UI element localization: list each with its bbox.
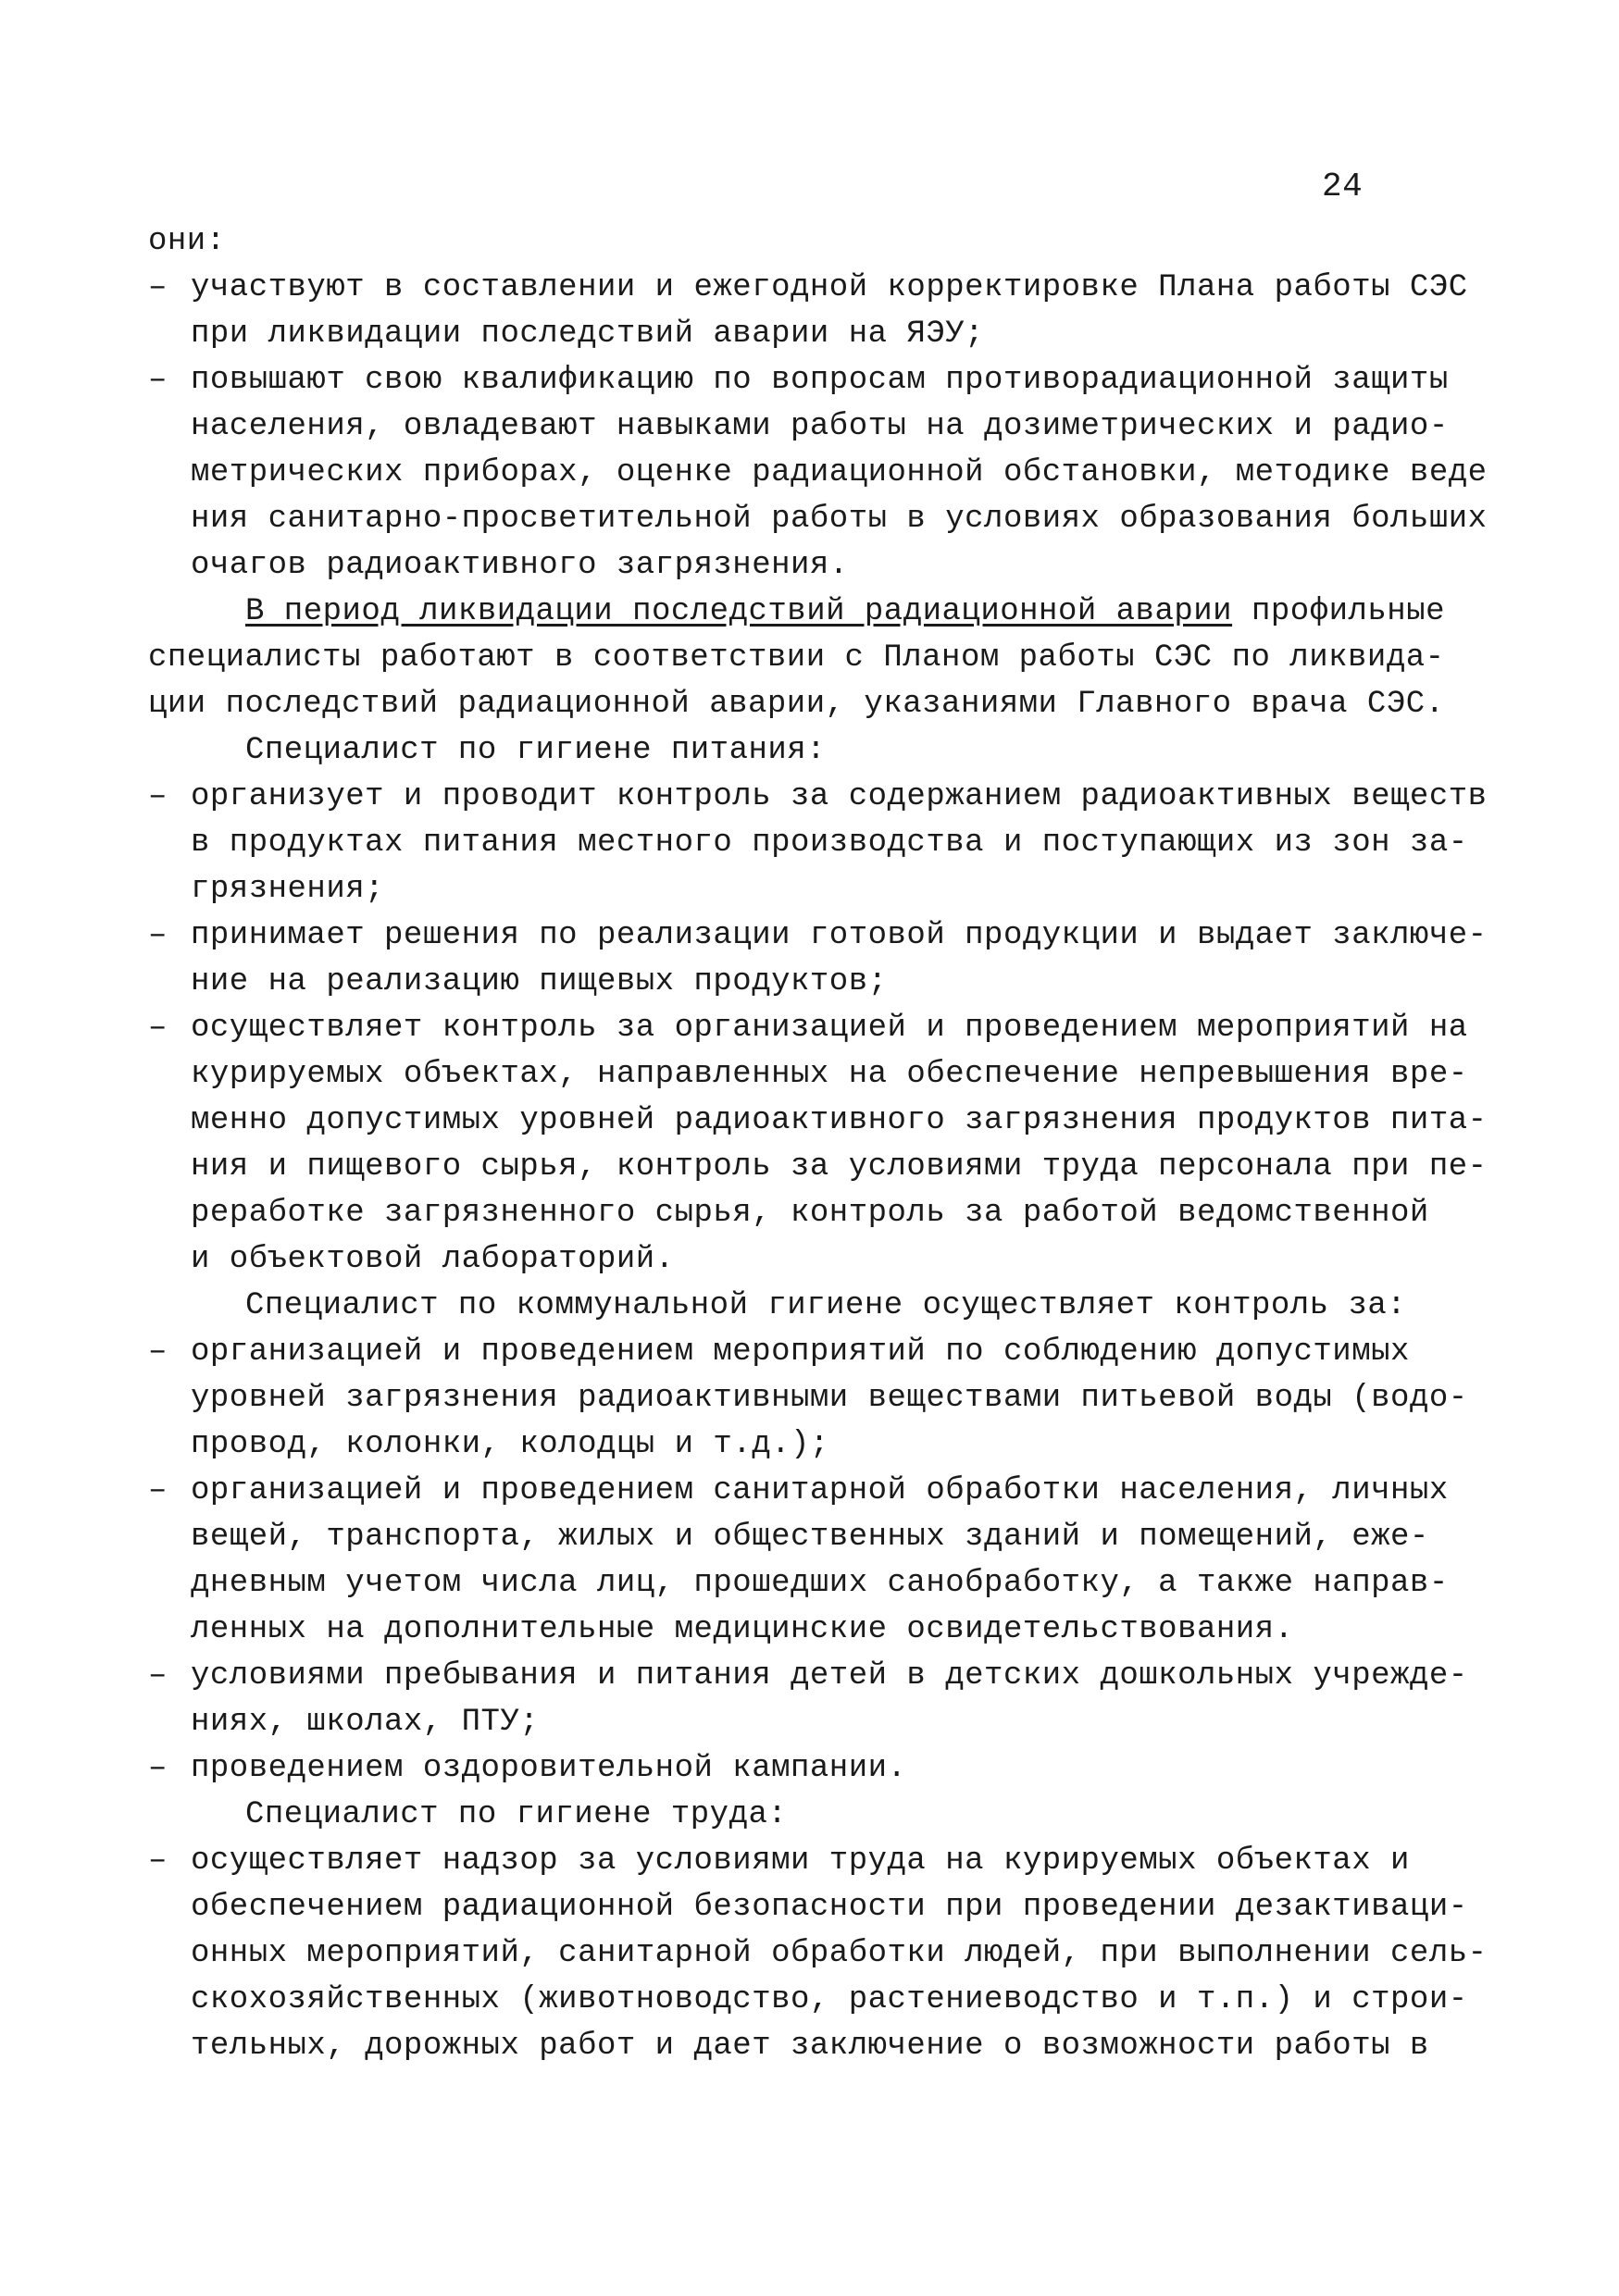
body-text [148,218,1500,2069]
line-text: принимает решения по реализации готовой продукции и выдает заключе- [191,918,1488,953]
list-item-continuation-line [148,403,1500,450]
line-text: профильные [1232,594,1446,629]
list-item-continuation-line [148,1375,1500,1421]
list-item-continuation-line [148,1699,1500,1745]
list-item-continuation-line [148,1051,1500,1098]
list-item-continuation-line [148,1560,1500,1607]
page-number: 24 [1322,168,1364,205]
list-item-line [148,774,1500,820]
list-item-line [148,1468,1500,1514]
line-text: реработке загрязненного сырья, контроль за работой ведомственной [191,1196,1429,1231]
line-text: осуществляет контроль за организацией и проведением мероприятий на [191,1011,1468,1046]
underlined-text: В период ликвидации последствий радиационной аварии [245,594,1233,629]
line-text: ния санитарно-просветительной работы в условиях образования больших [191,502,1488,537]
list-item-continuation-line [148,959,1500,1005]
line-text: организацией и проведением санитарной обработки населения, личных [191,1473,1449,1508]
line-text: осуществляет надзор за условиями труда на курируемых объектах и [191,1843,1410,1879]
list-item-line [148,1838,1500,1884]
line-text: провод, колонки, колодцы и т.д.); [191,1427,829,1462]
paragraph-first-line [148,727,1500,774]
paragraph-first-line [148,589,1500,635]
line-text: уровней загрязнения радиоактивными веществами питьевой воды (водо- [191,1381,1468,1416]
line-text: очагов радиоактивного загрязнения. [191,548,849,583]
text-line [148,681,1500,727]
list-item-continuation-line [148,820,1500,866]
line-text: онных мероприятий, санитарной обработки людей, при выполнении сель- [191,1936,1488,1971]
list-item-continuation-line [148,2023,1500,2069]
list-item-continuation-line [148,311,1500,357]
line-text: населения, овладевают навыками работы на дозиметрических и радио- [191,409,1449,444]
list-item-line [148,265,1500,311]
list-item-continuation-line [148,1098,1500,1144]
list-item-line [148,912,1500,959]
list-item-continuation-line [148,1190,1500,1236]
list-item-continuation-line [148,1977,1500,2023]
line-text: ниях, школах, ПТУ; [191,1705,540,1740]
line-text: организует и проводит контроль за содержанием радиоактивных веществ [191,779,1488,814]
list-item-continuation-line [148,450,1500,496]
line-text: ния и пищевого сырья, контроль за условиями труда персонала при пе- [191,1149,1488,1185]
line-text: обеспечением радиационной безопасности при проведении дезактиваци- [191,1890,1468,1925]
list-item-line [148,1653,1500,1699]
line-text: проведением оздоровительной кампании. [191,1751,907,1786]
line-text: Специалист по коммунальной гигиене осуществляет контроль за: [245,1288,1407,1323]
line-text: вещей, транспорта, жилых и общественных зданий и помещений, еже- [191,1520,1429,1555]
text-line [148,218,1500,265]
list-item-continuation-line [148,542,1500,589]
line-text: скохозяйственных (животноводство, растениеводство и т.п.) и строи- [191,1982,1468,2017]
line-text: Специалист по гигиене питания: [245,733,827,768]
paragraph-first-line [148,1792,1500,1838]
list-item-line [148,357,1500,403]
list-item-line [148,1329,1500,1375]
text-line [148,635,1500,681]
list-item-continuation-line [148,1930,1500,1977]
line-text: организацией и проведением мероприятий по соблюдению допустимых [191,1334,1410,1370]
list-item-continuation-line [148,496,1500,542]
line-text: при ликвидации последствий аварии на ЯЭУ; [191,316,985,352]
line-text: курируемых объектах, направленных на обеспечение непревышения вре- [191,1057,1468,1092]
line-text: они: [148,224,226,259]
line-text: и объектовой лабораторий. [191,1242,675,1277]
paragraph-first-line [148,1283,1500,1329]
line-text: в продуктах питания местного производства и поступающих из зон за- [191,825,1468,861]
line-text: тельных, дорожных работ и дает заключение о возможности работы в [191,2029,1429,2064]
list-item-continuation-line [148,1607,1500,1653]
list-item-continuation-line [148,1514,1500,1560]
line-text: ленных на дополнительные медицинские освидетельствования. [191,1612,1294,1647]
list-item-line [148,1005,1500,1051]
line-text: повышают свою квалификацию по вопросам противорадиационной защиты [191,363,1449,398]
line-text: метрических приборах, оценке радиационной обстановки, методике веде [191,455,1488,490]
list-item-continuation-line [148,1884,1500,1930]
line-text: ние на реализацию пищевых продуктов; [191,964,888,999]
line-text: условиями пребывания и питания детей в детских дошкольных учрежде- [191,1658,1468,1694]
list-item-continuation-line [148,1421,1500,1468]
line-text: ции последствий радиационной аварии, указаниями Главного врача СЭС. [148,687,1445,722]
list-item-continuation-line [148,1144,1500,1190]
line-text: участвуют в составлении и ежегодной корректировке Плана работы СЭС [191,270,1468,305]
line-text: дневным учетом числа лиц, прошедших санобработку, а также направ- [191,1566,1449,1601]
list-item-line [148,1745,1500,1792]
list-item-continuation-line [148,1236,1500,1283]
line-text: специалисты работают в соответствии с Планом работы СЭС по ликвида- [148,640,1445,676]
line-text: менно допустимых уровней радиоактивного загрязнения продуктов пита- [191,1103,1488,1138]
list-item-continuation-line [148,866,1500,912]
line-text: грязнения; [191,872,385,907]
line-text: Специалист по гигиене труда: [245,1797,788,1832]
